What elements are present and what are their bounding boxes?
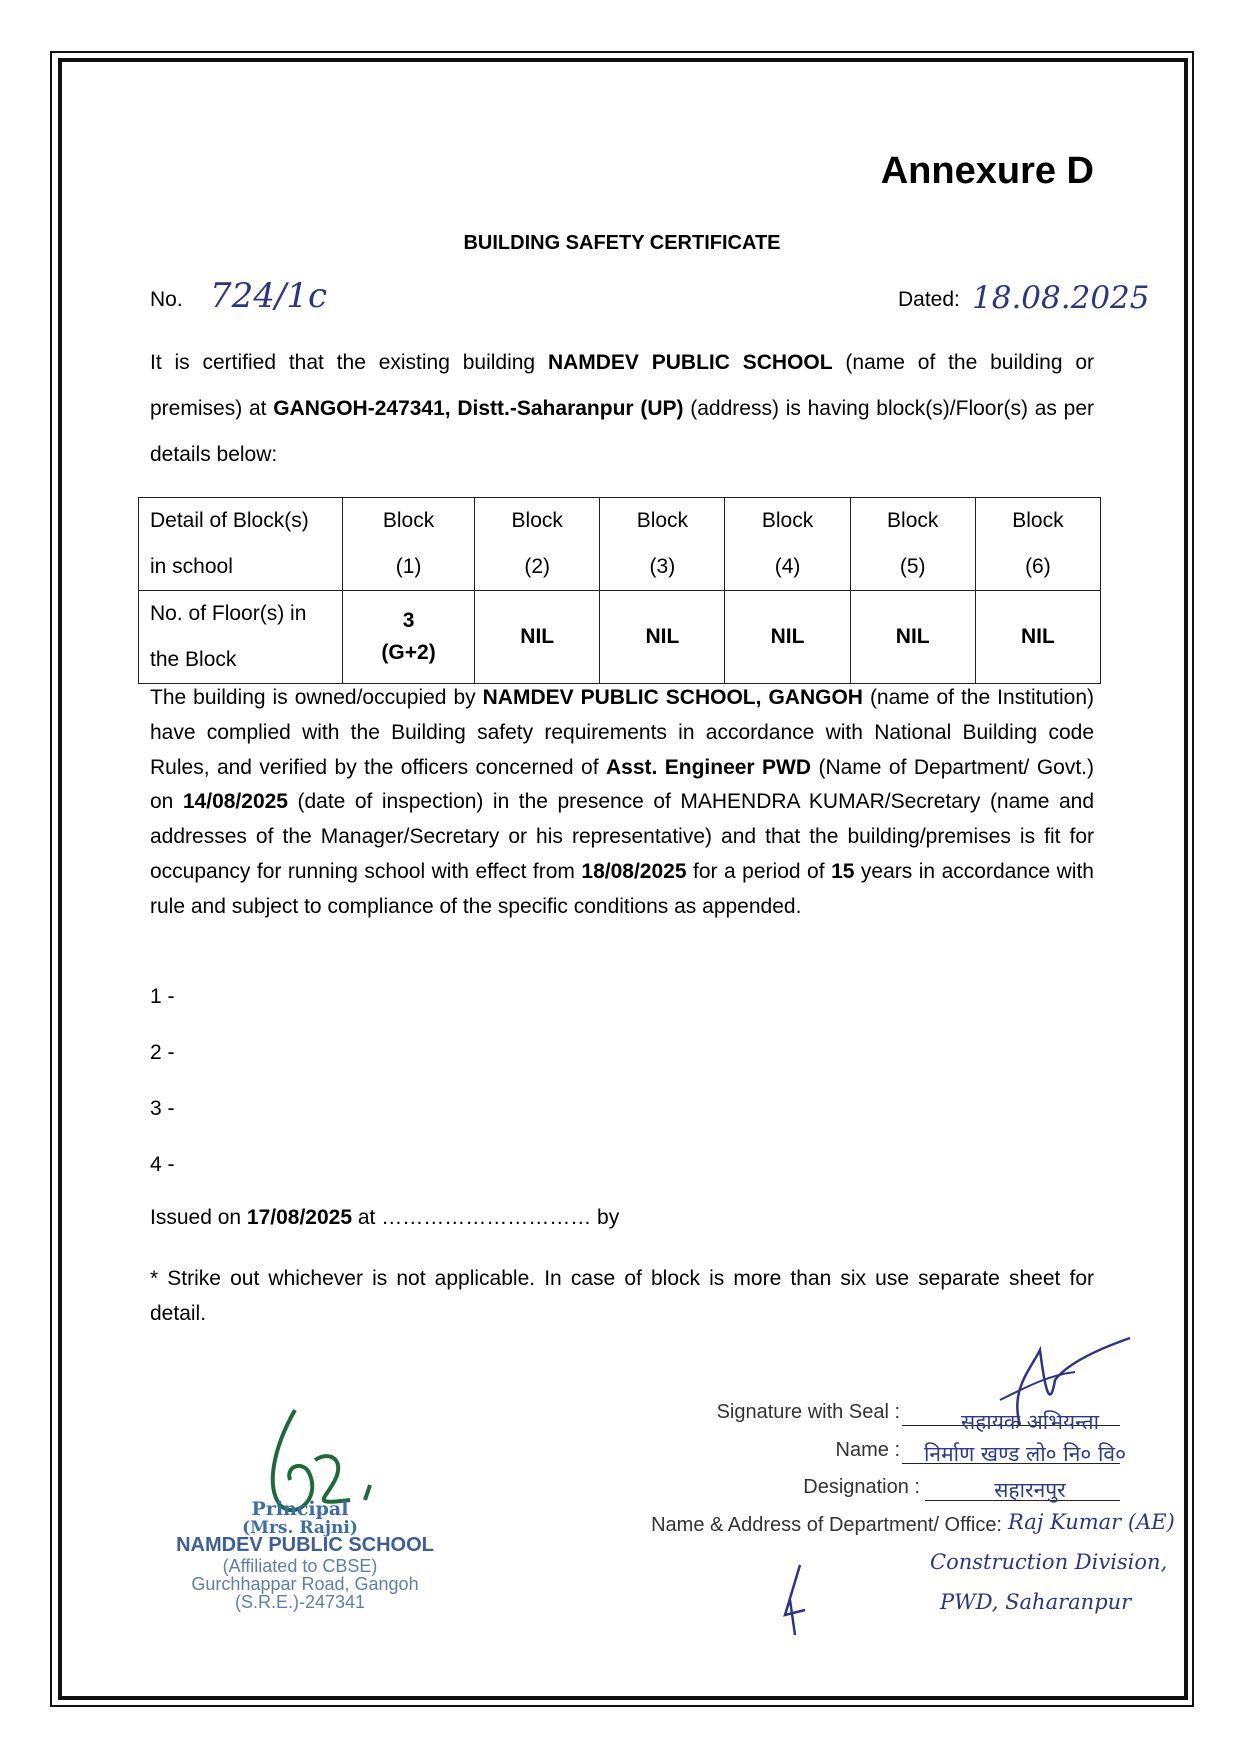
block-floors-nil: NIL	[850, 591, 975, 684]
block1-floors	[343, 591, 475, 684]
block-floors-nil: NIL	[475, 591, 600, 684]
block-number: (1)	[395, 555, 422, 578]
block-number: (6)	[1025, 555, 1051, 578]
para2-department: Asst. Engineer PWD	[605, 755, 812, 779]
para2-text-4: (date of inspection) in the presence of MAHENDRA KUMAR/Secretary (name and addresses of the Manager/Secretary or his representative) and that the building/premises is fit for occupancy for running school with effect from	[150, 790, 1095, 883]
para2-text-5: for a period of	[686, 859, 832, 883]
floors-label-line2: the Block	[150, 648, 237, 671]
issued-line	[150, 1206, 619, 1230]
block-header-cell	[850, 498, 975, 591]
block-floors-nil: NIL	[975, 591, 1100, 684]
issued-text-1: Issued on	[150, 1206, 247, 1229]
para2-text-6: years in accordance with rule and subject to compliance of the specific conditions as appended.	[150, 859, 1094, 918]
block-name: Block	[382, 509, 435, 532]
para2-effective-date: 18/08/2025	[581, 859, 687, 883]
condition-item: 1 -	[150, 985, 175, 1008]
para1-text-1: It is certified that the existing building	[150, 351, 548, 374]
certification-paragraph	[150, 340, 1094, 478]
issued-date: 17/08/2025	[246, 1206, 353, 1229]
officer-division-handwritten: Construction Division,	[930, 1550, 1168, 1574]
principal-stamp-address: Gurchhappar Road, Gangoh	[191, 1574, 419, 1594]
officer-office-handwritten: PWD, Saharanpur	[940, 1590, 1132, 1614]
condition-item: 4 -	[150, 1153, 175, 1176]
block1-floor-count: 3	[402, 609, 415, 632]
condition-item: 2 -	[150, 1041, 175, 1064]
principal-title: Principal	[251, 1498, 349, 1520]
para2-period-years: 15	[831, 859, 855, 883]
para2-text-1: The building is owned/occupied by	[150, 686, 483, 709]
condition-item: 3 -	[150, 1097, 175, 1120]
para1-address: GANGOH-247341, Distt.-Saharanpur (UP)	[273, 397, 684, 420]
para2-text-3: (Name of Department/ Govt.) on	[150, 755, 1094, 814]
block-header-cell	[725, 498, 850, 591]
blocks-table	[138, 497, 1101, 684]
principal-name: (Mrs. Rajni)	[242, 1518, 358, 1538]
compliance-paragraph	[150, 681, 1094, 925]
block-number: (4)	[774, 555, 801, 578]
officer-initials	[770, 1560, 820, 1640]
block-header-cell	[975, 498, 1100, 591]
signature-label: Signature with Seal :	[716, 1401, 900, 1423]
block-number: (5)	[899, 555, 926, 578]
block-name: Block	[511, 509, 563, 532]
stamp-city-hindi: सहारनपुर	[994, 1478, 1066, 1502]
block-name: Block	[1012, 509, 1064, 532]
department-label: Name & Address of Department/ Office:	[651, 1514, 1002, 1536]
name-label: Name :	[835, 1439, 900, 1461]
block-name: Block	[636, 509, 689, 532]
block-detail-label-line2: in school	[150, 555, 233, 578]
issued-text-2: at ………………………… by	[352, 1206, 620, 1229]
block-detail-label	[139, 498, 343, 591]
floors-label-line1: No. of Floor(s) in	[150, 602, 307, 625]
table-row	[139, 498, 1101, 591]
dated-label: Dated:	[898, 288, 960, 311]
para2-inspection-date: 14/08/2025	[182, 790, 288, 814]
table-row	[139, 591, 1101, 684]
footnote: * Strike out whichever is not applicable. In case of block is more than six use separate sheet for detail.	[150, 1267, 1094, 1325]
block-header-cell	[600, 498, 725, 591]
block-header-cell	[343, 498, 475, 591]
para2-text-2: (name of the Institution) have complied with the Building safety requirements in accordance with National Building code Rules, and verified by the officers concerned of	[150, 686, 1095, 779]
designation-label: Designation :	[803, 1476, 920, 1498]
floors-label	[139, 591, 343, 684]
block-floors-nil: NIL	[600, 591, 725, 684]
stamp-office-hindi: निर्माण खण्ड लो० नि० वि०	[923, 1442, 1126, 1466]
number-label: No.	[150, 288, 183, 311]
principal-stamp-school: NAMDEV PUBLIC SCHOOL	[176, 1534, 434, 1556]
block-number: (3)	[649, 555, 676, 578]
block-number: (2)	[524, 555, 551, 578]
number-value-handwritten: 724/1c	[210, 276, 328, 316]
para1-school-name: NAMDEV PUBLIC SCHOOL	[547, 351, 833, 374]
block-header-cell	[475, 498, 600, 591]
principal-stamp-affiliation: (Affiliated to CBSE)	[222, 1556, 378, 1576]
stamp-designation-hindi: सहायक अभियन्ता	[960, 1410, 1100, 1434]
block-detail-label-line1: Detail of Block(s)	[150, 509, 309, 532]
annexure-heading: Annexure D	[880, 150, 1094, 192]
certificate-title: BUILDING SAFETY CERTIFICATE	[463, 232, 781, 254]
block-floors-nil: NIL	[725, 591, 850, 684]
principal-stamp-code: (S.R.E.)-247341	[234, 1592, 366, 1612]
dated-value-handwritten: 18.08.2025	[972, 280, 1150, 316]
para1-text-3: (address) is having block(s)/Floor(s) as per details below:	[150, 397, 1094, 466]
block-name: Block	[761, 509, 814, 532]
para1-text-2: (name of the building or premises) at	[150, 351, 1094, 420]
officer-name-handwritten: Raj Kumar (AE)	[1008, 1510, 1175, 1534]
para2-school-name: NAMDEV PUBLIC SCHOOL, GANGOH	[482, 686, 863, 709]
block1-floor-detail: (G+2)	[381, 641, 436, 664]
block-name: Block	[887, 509, 939, 532]
